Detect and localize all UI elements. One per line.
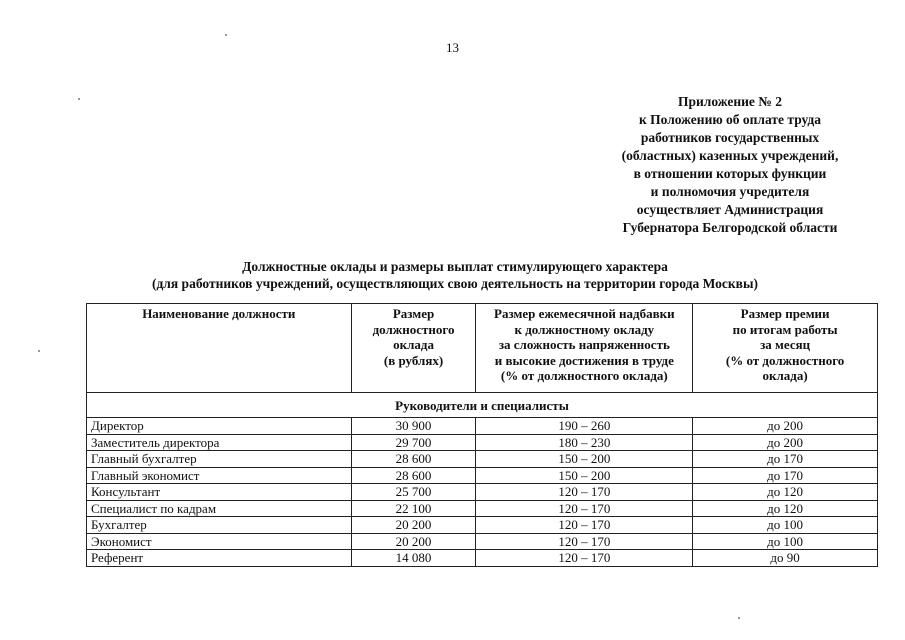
header-line: по итогам работы bbox=[732, 321, 838, 337]
appendix-line: в отношении которых функции bbox=[633, 166, 827, 181]
cell-bonus: 120 – 170 bbox=[476, 484, 693, 501]
header-line: к должностному окладу bbox=[514, 321, 655, 337]
appendix-line: (областных) казенных учреждений, bbox=[621, 148, 839, 163]
cell-prize: до 170 bbox=[693, 451, 878, 468]
cell-position: Главный бухгалтер bbox=[87, 451, 352, 468]
header-line: Размер ежемесячной надбавки bbox=[494, 306, 675, 321]
cell-prize: до 170 bbox=[693, 467, 878, 484]
cell-position: Консультант bbox=[87, 484, 352, 501]
title-line-1: Должностные оклады и размеры выплат стимулирующего характера bbox=[242, 259, 668, 274]
cell-bonus: 150 – 200 bbox=[476, 451, 693, 468]
appendix-line: работников государственных bbox=[640, 130, 820, 145]
header-position bbox=[87, 304, 352, 393]
cell-position: Главный экономист bbox=[87, 467, 352, 484]
cell-salary: 20 200 bbox=[351, 517, 476, 534]
appendix-line: осуществляет Администрация bbox=[636, 202, 824, 217]
header-line: оклада bbox=[393, 337, 434, 352]
cell-salary: 29 700 bbox=[351, 434, 476, 451]
cell-bonus: 190 – 260 bbox=[476, 418, 693, 435]
cell-bonus: 120 – 170 bbox=[476, 517, 693, 534]
header-line: за месяц bbox=[760, 337, 811, 352]
table-row bbox=[87, 484, 878, 501]
cell-position: Экономист bbox=[87, 533, 352, 550]
cell-salary: 25 700 bbox=[351, 484, 476, 501]
appendix-header bbox=[600, 93, 860, 237]
cell-salary: 22 100 bbox=[351, 500, 476, 517]
header-salary bbox=[351, 304, 476, 393]
appendix-line: Губернатора Белгородской области bbox=[622, 220, 838, 235]
cell-prize: до 200 bbox=[693, 434, 878, 451]
title-line-2: (для работников учреждений, осуществляющих свою деятельность на территории города Москвы) bbox=[151, 276, 758, 291]
table-row bbox=[87, 418, 878, 435]
header-line: (% от должностного оклада) bbox=[500, 368, 668, 383]
cell-salary: 30 900 bbox=[351, 418, 476, 435]
cell-prize: до 120 bbox=[693, 484, 878, 501]
table-row bbox=[87, 451, 878, 468]
table-body bbox=[87, 393, 878, 567]
cell-salary: 14 080 bbox=[351, 550, 476, 567]
table-row bbox=[87, 500, 878, 517]
group-row bbox=[87, 393, 878, 418]
table-header-row bbox=[87, 304, 878, 393]
cell-salary: 28 600 bbox=[351, 451, 476, 468]
cell-bonus: 120 – 170 bbox=[476, 533, 693, 550]
table-row bbox=[87, 517, 878, 534]
cell-bonus: 180 – 230 bbox=[476, 434, 693, 451]
cell-position: Заместитель директора bbox=[87, 434, 352, 451]
scan-speck bbox=[38, 350, 40, 352]
header-line: (% от должностного bbox=[725, 352, 845, 368]
page-number: 13 bbox=[446, 40, 459, 55]
cell-prize: до 100 bbox=[693, 533, 878, 550]
appendix-line: к Положению об оплате труда bbox=[638, 112, 822, 127]
header-line: (в рублях) bbox=[383, 352, 444, 368]
salary-table bbox=[86, 303, 878, 567]
cell-bonus: 120 – 170 bbox=[476, 500, 693, 517]
header-line: должностного bbox=[372, 321, 455, 337]
scan-speck bbox=[225, 34, 227, 36]
cell-salary: 28 600 bbox=[351, 467, 476, 484]
cell-bonus: 150 – 200 bbox=[476, 467, 693, 484]
appendix-line: и полномочия учредителя bbox=[650, 184, 810, 199]
header-line: Наименование должности bbox=[142, 306, 296, 321]
appendix-line: Приложение № 2 bbox=[678, 94, 782, 109]
table-row bbox=[87, 533, 878, 550]
cell-salary: 20 200 bbox=[351, 533, 476, 550]
header-line: за сложность напряженность bbox=[498, 337, 670, 352]
cell-position: Специалист по кадрам bbox=[87, 500, 352, 517]
cell-prize: до 200 bbox=[693, 418, 878, 435]
header-line: оклада) bbox=[762, 368, 808, 383]
header-bonus bbox=[476, 304, 693, 393]
table-row bbox=[87, 434, 878, 451]
header-line: Размер премии bbox=[740, 306, 830, 321]
cell-position: Бухгалтер bbox=[87, 517, 352, 534]
table-row bbox=[87, 467, 878, 484]
scan-speck bbox=[78, 98, 80, 100]
cell-prize: до 100 bbox=[693, 517, 878, 534]
header-line: Размер bbox=[392, 306, 435, 321]
scan-speck bbox=[738, 617, 740, 619]
group-label: Руководители и специалисты bbox=[87, 393, 878, 418]
header-prize bbox=[693, 304, 878, 393]
header-line: и высокие достижения в труде bbox=[494, 352, 674, 368]
cell-bonus: 120 – 170 bbox=[476, 550, 693, 567]
cell-position: Референт bbox=[87, 550, 352, 567]
table-row bbox=[87, 550, 878, 567]
cell-position: Директор bbox=[87, 418, 352, 435]
document-title bbox=[60, 258, 850, 292]
cell-prize: до 120 bbox=[693, 500, 878, 517]
cell-prize: до 90 bbox=[693, 550, 878, 567]
